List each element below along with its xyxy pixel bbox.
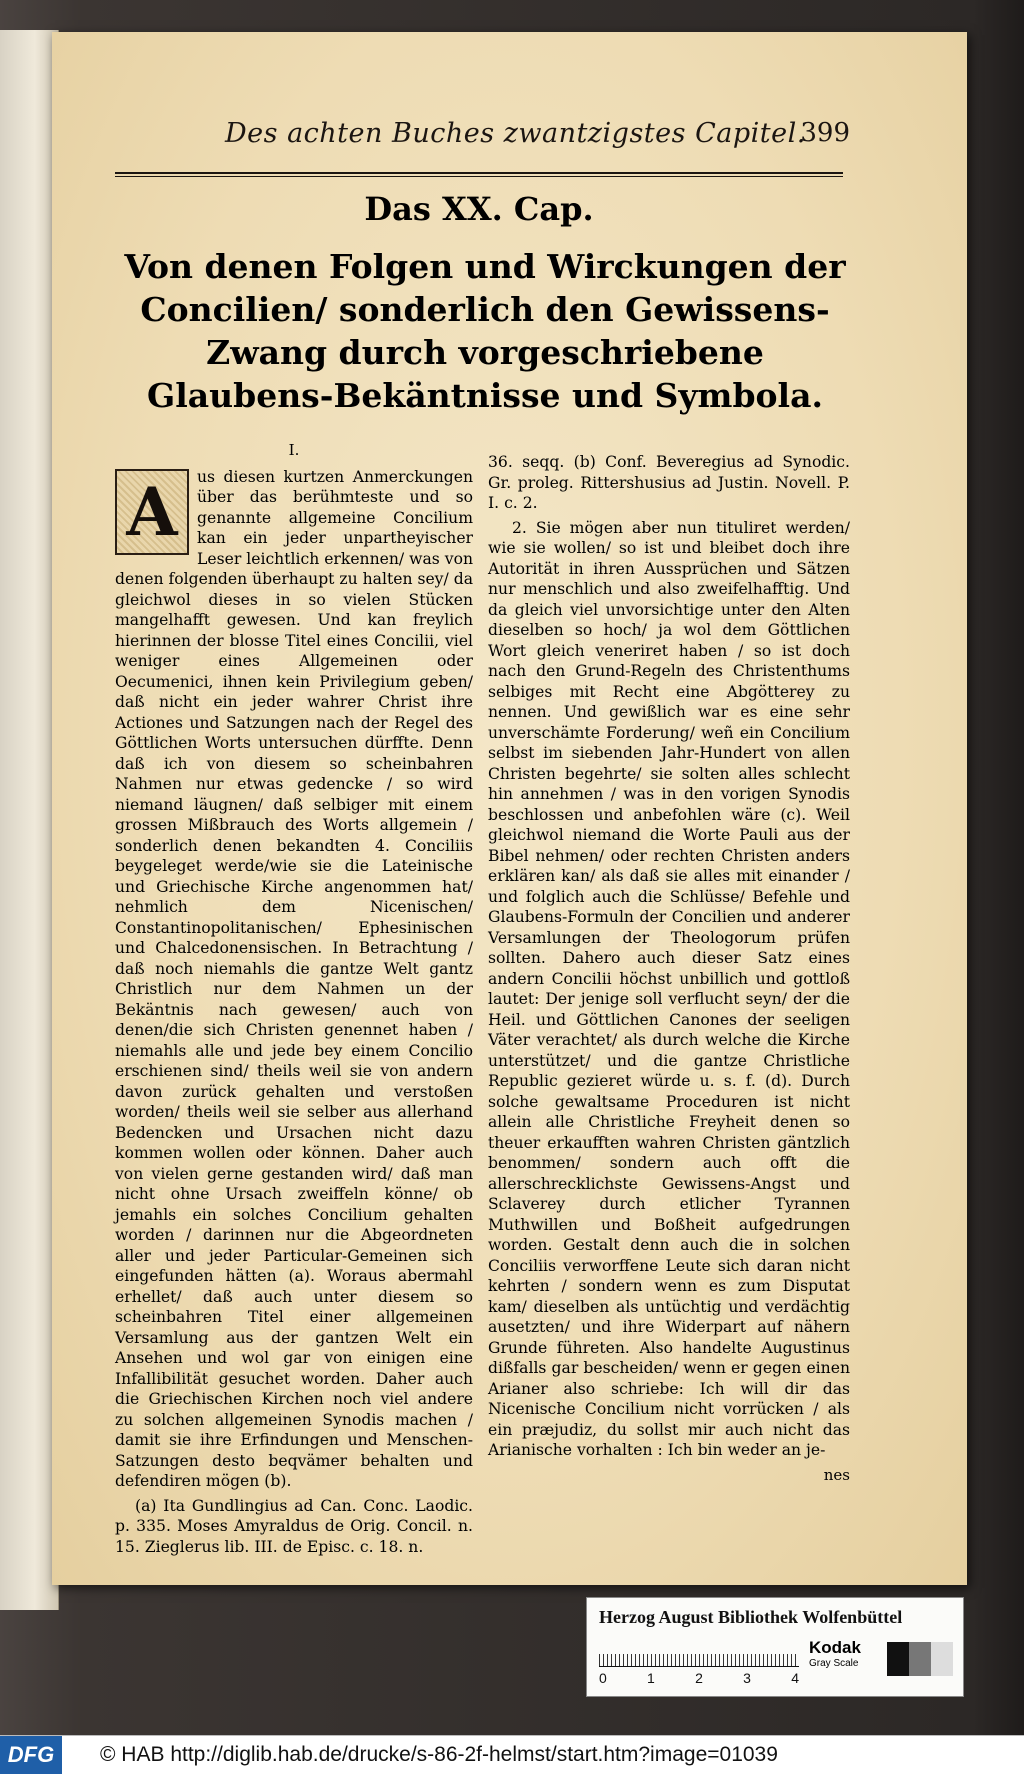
scale-number: 0 xyxy=(599,1670,607,1686)
page-number: 399 xyxy=(800,118,850,148)
scale-numbers xyxy=(599,1670,799,1686)
right-paragraph: 2. Sie mögen aber nun tituliret werden/ wie sie wollen/ so ist und bleibet doch ihre Autorität in ihren Aussprüchen und Sätzen nur menschlich und also zweifelhafftig. Und da gleich viel unvorsichtige unter den Alten dieselben so hoch/ ja wol dem Göttlichen Wort gleich veneriret haben / so ist doch nach den Grund-Regeln des Christenthums selbiges mit Recht eine Abgötterey zu nennen. Und gewißlich war es eine sehr unverschämte Forderung/ weñ ein Concilium selbst im siebenden Jahr-Hundert von allen Christen begehrte/ sie solten alles schlecht hin annehmen / was in den vorigen Synodis beschlossen und anbefohlen wäre (c). Weil gleichwol niemand die Worte Pauli aus der Bibel nehmen/ oder rechten Christen anders erklären kan/ als daß sie alles mit einander / und folglich auch die Schlüsse/ Befehle und Glaubens-Formuln der Concilien und anderer Versamlungen der Theologorum prüfen sollten. Dahero auch dieser Satz eines andern Concilii höchst unbillich und gottloß lautet: Der jenige soll verflucht seyn/ der die Heil. und Göttlichen Canones der seeligen Väter verachtet/ als durch welche die Kirche unterstützet/ und die gantze Christliche Republic gezieret würde u. s. f. (d). Durch solche gewaltsame Proceduren ist nicht allein alle Christliche Freyheit denen so theuer erkaufften wahren Christen gäntzlich benommen/ sondern auch offt die allerschrecklichste Gewissens-Angst und Sclaverey durch etlicher Tyrannen Muthwillen und Boßheit aufgedrungen worden. Gestalt denn auch die in solchen Conciliis verworffene Leute sich daran nicht kehrten / sondern wenn es zum Disputat kam/ dieselben als untüchtig und verdächtig ausetzten/ und ihre Widerpart auf nähern Grunde führeten. Also handelte Augustinus dißfalls gar bescheiden/ wenn er gegen einen Arianer also schriebe: Ich will dir das Nicenische Concilium nicht vorrücken / als ein præjudiz, du sollst mir auch nicht das Arianische vorhalten : Ich bin weder an je- xyxy=(488,518,850,1459)
library-name: Herzog August Bibliothek Wolfenbüttel xyxy=(599,1607,903,1627)
copyright-link[interactable]: © HAB http://diglib.hab.de/drucke/s-86-2f-helmst/start.htm?image=01039 xyxy=(100,1743,778,1766)
scale-number: 3 xyxy=(743,1670,751,1686)
chapter-title: Von denen Folgen und Wirckungen der Concilien/ sonderlich den Gewissens-Zwang durch vorgeschriebene Glaubens-Bekäntnisse und Symbola. xyxy=(124,247,846,415)
decorated-initial: A xyxy=(115,469,189,555)
footnote-continued: 36. seqq. (b) Conf. Beveregius ad Synodic. Gr. proleg. Rittershusius ad Justin. Novell. P. I. c. 2. xyxy=(488,453,850,512)
footnote-a: (a) Ita Gundlingius ad Can. Conc. Laodic. p. 335. Moses Amyraldus de Orig. Concil. n. 15. Zieglerus lib. III. de Episc. c. 18. n. xyxy=(115,1496,473,1556)
footnotes xyxy=(115,1496,473,1558)
scale-number: 4 xyxy=(791,1670,799,1686)
left-column xyxy=(115,440,473,1557)
scale-number: 2 xyxy=(695,1670,703,1686)
section-number: I. xyxy=(288,441,300,459)
right-column xyxy=(488,452,850,1485)
previous-page-edge xyxy=(0,30,59,1610)
gray-swatch-black xyxy=(887,1642,909,1676)
footer-bar xyxy=(0,1735,1024,1774)
running-head xyxy=(170,100,850,156)
dfg-logo: DFG xyxy=(0,1736,62,1774)
gray-scale-label: Gray Scale xyxy=(809,1658,859,1669)
gray-swatch-mid xyxy=(909,1642,931,1676)
scale-number: 1 xyxy=(647,1670,655,1686)
left-paragraph: us diesen kurtzen Anmerckungen über das berühmteste und so genannte allgemeine Concilium kan ein jeder unpartheyischer Leser leichtlich erkennen/ was von denen folgenden überhaupt zu halten sey/ da gleichwol dieses in so vielen Stücken mangelhafft gewesen. Und kan freylich hierinnen der blosse Titel eines Concilii, viel weniger eines Allgemeinen oder Oecumenici, ihnen kein Privilegium geben/ daß nicht ein jeder wahrer Christ ihre Actiones und Satzungen nach der Regel des Göttlichen Worts untersuchen dürffte. Denn daß ich von diesem so scheinbahren Nahmen nur etwas gedencke / so wird niemand läugnen/ daß selbiger mit einem grossen Mißbrauch des Worts allgemein / sonderlich denen bekandten 4. Conciliis beygeleget werde/wie sie die Lateinische und Griechische Kirche angenommen hat/ nehmlich dem Nicenischen/ Constantinopolitanischen/ Ephesinischen und Chalcedonensischen. In Betrachtung / daß noch niemahls die gantze Welt gantz Christlich nur dem Nahmen un der Bekäntnis nach gewesen/ auch von denen/die sich Christen genennet haben / niemahls alle und jede bey einem Concilio erschienen sind/ theils weil sie von andern davon zurück gehalten und verstoßen worden/ theils weil sie selber aus allerhand Bedencken und Ursachen nicht dazu kommen wollen oder können. Daher auch von vielen gerne gestanden wird/ daß man nicht ohne Ursach zweiffeln könne/ ob jemahls ein solches Concilium gehalten worden / darinnen nur die Abgeordneten aller und jeder Particular-Gemeinen sich eingefunden hätten (a). Woraus abermahl erhellet/ daß auch unter diesem so scheinbahren Titel einer allgemeinen Versamlung aus der gantzen Welt ein Ansehen und wol gar von einigen eine Infallibilität gesuchet worden. Daher auch die Griechischen Kirchen noch viel andere zu solchen allgemeinen Synodis machen / damit sie ihre Erfindungen und Menschen-Satzungen desto beqvämer behalten und defendiren mögen (b). xyxy=(115,467,473,1490)
catchword: nes xyxy=(823,1465,850,1484)
gray-swatch-light xyxy=(931,1642,953,1676)
scale-ruler xyxy=(599,1640,799,1667)
running-title: Des achten Buches zwantzigstes Capitel. xyxy=(225,118,806,149)
kodak-brand: Kodak xyxy=(809,1638,861,1657)
library-scale-label xyxy=(586,1597,964,1697)
chapter-label: Das XX. Cap. xyxy=(364,190,594,228)
header-rule xyxy=(115,172,843,177)
